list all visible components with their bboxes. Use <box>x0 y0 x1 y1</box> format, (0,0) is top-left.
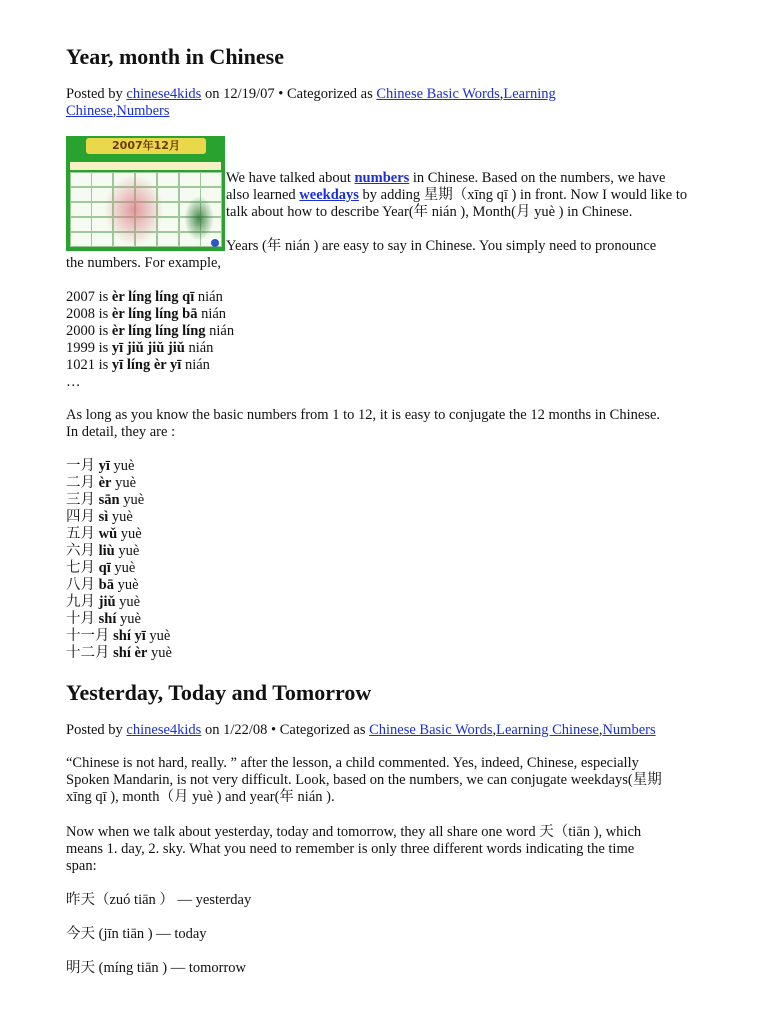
post-meta: Posted by chinese4kids on 12/19/07 • Categorized as Chinese Basic Words,Learning Chinese,Numbers <box>66 86 556 119</box>
month-item: 八月 bā yuè <box>66 577 139 593</box>
day-yesterday: 昨天（zuó tiān ） — yesterday <box>66 892 252 908</box>
months-paragraph: As long as you know the basic numbers from 1 to 12, it is easy to conjugate the 12 months in Chinese. In detail, they are : <box>66 407 661 440</box>
category-link-basic-words[interactable]: Chinese Basic Words <box>369 722 493 738</box>
post2-paragraph-2: Now when we talk about yesterday, today and tomorrow, they all share one word 天（tiān ), which means 1. day, 2. sky. What you need to remember is only three different words indicating the time span: <box>66 824 642 874</box>
year-item: 1999 is yī jiǔ jiǔ jiǔ nián <box>66 340 214 356</box>
month-item: 十一月 shí yī yuè <box>66 628 171 644</box>
category-link-numbers[interactable]: Numbers <box>116 103 170 119</box>
day-today: 今天 (jīn tiān ) — today <box>66 926 207 942</box>
category-link-basic-words[interactable]: Chinese Basic Words <box>376 86 500 102</box>
calendar-figure-illustration <box>104 174 164 246</box>
month-item: 七月 qī yuè <box>66 560 136 576</box>
post2-paragraph-1: “Chinese is not hard, really. ” after the lesson, a child commented. Yes, indeed, Chinese, especially Spoken Mandarin, is not very difficult. Look, based on the numbers, we can conjugate weekdays(星期 xīng qī ), month（月 yuè ) and year(年 nián ). <box>66 755 662 805</box>
month-item: 四月 sì yuè <box>66 509 133 525</box>
post-title: Yesterday, Today and Tomorrow <box>66 680 372 705</box>
years-list <box>66 289 234 391</box>
month-item: 三月 sān yuè <box>66 492 145 508</box>
calendar-dot <box>211 239 219 247</box>
year-item: 2008 is èr líng líng bā nián <box>66 306 227 322</box>
year-item: 2007 is èr líng líng qī nián <box>66 289 223 305</box>
months-list <box>66 458 172 662</box>
calendar-plant-illustration <box>184 196 214 241</box>
post-title: Year, month in Chinese <box>66 44 284 69</box>
post-meta: Posted by chinese4kids on 1/22/08 • Categorized as Chinese Basic Words,Learning Chinese,Numbers <box>66 722 656 738</box>
calendar-title: 2007年12月 <box>112 139 180 152</box>
ellipsis: … <box>66 374 81 390</box>
month-item: 十二月 shí èr yuè <box>66 645 172 661</box>
month-item: 十月 shí yuè <box>66 611 141 627</box>
calendar-image <box>66 136 225 251</box>
years-paragraph: Years (年 nián ) are easy to say in Chinese. You simply need to pronounce the numbers. For example, <box>66 238 657 271</box>
month-item: 六月 liù yuè <box>66 543 140 559</box>
weekdays-link[interactable]: weekdays <box>299 187 359 203</box>
post-body <box>66 136 706 272</box>
author-link[interactable]: chinese4kids <box>126 86 202 102</box>
intro-paragraph: We have talked about numbers in Chinese. Based on the numbers, we have also learned weekdays by adding 星期（xīng qī ) in front. Now I would like to talk about how to describe Year(年 nián ), Month(月 yuè ) in Chinese. <box>226 170 688 220</box>
category-link-numbers[interactable]: Numbers <box>602 722 656 738</box>
month-item: 五月 wǔ yuè <box>66 526 142 542</box>
category-link-learning-chinese[interactable]: Learning Chinese <box>66 86 556 119</box>
year-item: 2000 is èr líng líng líng nián <box>66 323 235 339</box>
month-item: 二月 èr yuè <box>66 475 137 491</box>
numbers-link[interactable]: numbers <box>354 170 410 186</box>
year-item: 1021 is yī líng èr yī nián <box>66 357 210 373</box>
calendar-weekday-row <box>70 162 221 170</box>
month-item: 一月 yī yuè <box>66 458 135 474</box>
category-link-learning-chinese[interactable]: Learning Chinese <box>496 722 599 738</box>
author-link[interactable]: chinese4kids <box>126 722 202 738</box>
day-tomorrow: 明天 (míng tiān ) — tomorrow <box>66 960 247 976</box>
month-item: 九月 jiǔ yuè <box>66 594 141 610</box>
